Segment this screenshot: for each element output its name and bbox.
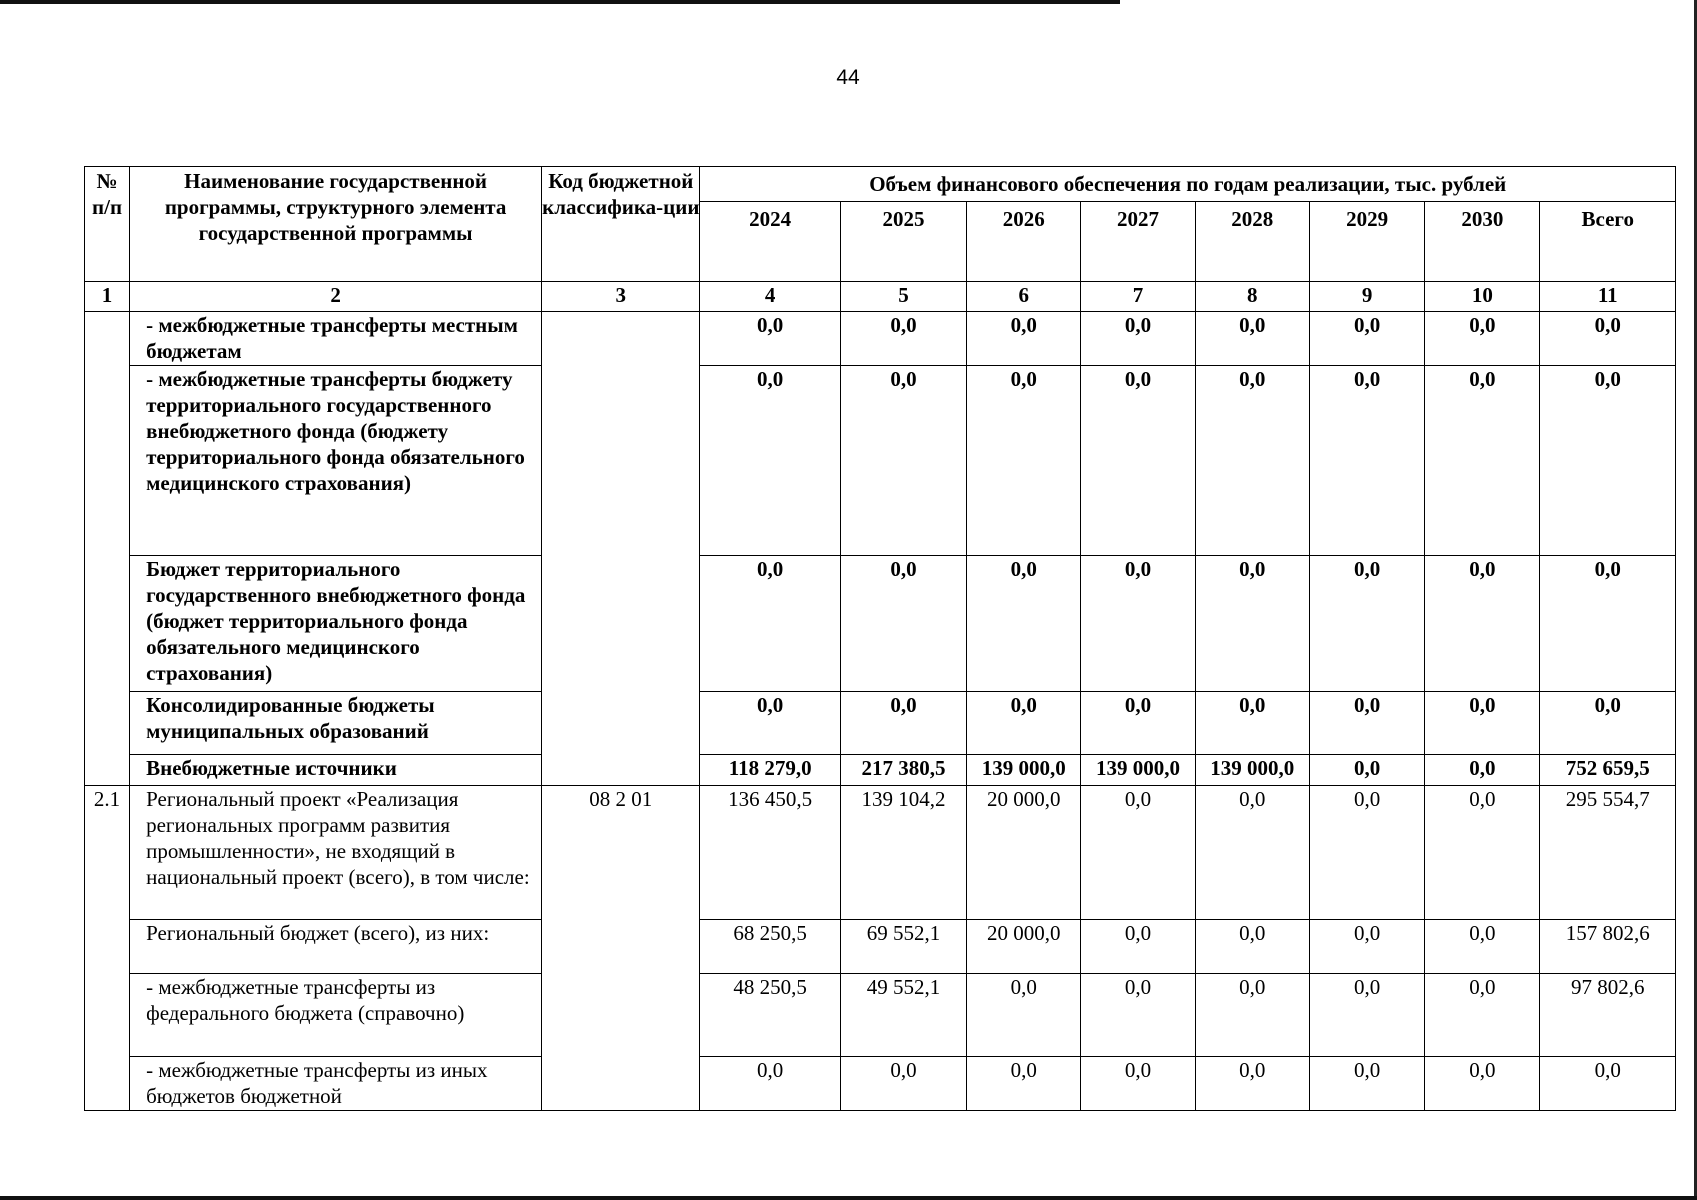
- header-year-2024: 2024: [700, 202, 840, 282]
- col-index: 6: [967, 282, 1081, 312]
- value-cell: 0,0: [1081, 312, 1195, 366]
- value-cell: 157 802,6: [1540, 920, 1676, 974]
- col-index: 2: [130, 282, 542, 312]
- value-cell: 217 380,5: [840, 755, 966, 786]
- column-index-row: [85, 282, 1676, 312]
- value-cell: 0,0: [1425, 786, 1540, 920]
- table-row: [85, 755, 1676, 786]
- value-cell: 0,0: [700, 366, 840, 556]
- table-header: [85, 167, 1676, 312]
- value-cell: 0,0: [1425, 755, 1540, 786]
- row-code: 08 2 01: [542, 786, 700, 1111]
- table-row: [85, 786, 1676, 920]
- row-num: 2.1: [85, 786, 130, 1111]
- value-cell: 0,0: [1195, 692, 1309, 755]
- value-cell: 0,0: [1309, 366, 1424, 556]
- col-index: 10: [1425, 282, 1540, 312]
- row-name: Консолидированные бюджеты муниципальных образований: [130, 692, 542, 755]
- row-code: [542, 312, 700, 786]
- col-index: 5: [840, 282, 966, 312]
- scan-edge-bottom: [0, 1196, 1697, 1200]
- financing-table: [84, 166, 1676, 1111]
- value-cell: 0,0: [1425, 920, 1540, 974]
- header-year-2029: 2029: [1309, 202, 1424, 282]
- row-name: Региональный бюджет (всего), из них:: [130, 920, 542, 974]
- table-row: [85, 920, 1676, 974]
- row-name: Региональный проект «Реализация региональных программ развития промышленности», не входящий в национальный проект (всего), в том числе:: [130, 786, 542, 920]
- value-cell: 0,0: [1081, 786, 1195, 920]
- value-cell: 0,0: [1195, 920, 1309, 974]
- header-code: Код бюджетной классифика-ции: [542, 167, 700, 282]
- value-cell: 0,0: [700, 1057, 840, 1111]
- value-cell: 139 000,0: [967, 755, 1081, 786]
- value-cell: 0,0: [1081, 1057, 1195, 1111]
- table-row: [85, 692, 1676, 755]
- value-cell: 0,0: [1081, 692, 1195, 755]
- value-cell: 0,0: [700, 556, 840, 692]
- row-name: Внебюджетные источники: [130, 755, 542, 786]
- value-cell: 0,0: [1540, 366, 1676, 556]
- value-cell: 0,0: [1425, 974, 1540, 1057]
- value-cell: 0,0: [1540, 312, 1676, 366]
- value-cell: 20 000,0: [967, 786, 1081, 920]
- value-cell: 0,0: [1081, 366, 1195, 556]
- value-cell: 0,0: [1309, 786, 1424, 920]
- value-cell: 0,0: [1081, 920, 1195, 974]
- value-cell: 0,0: [840, 366, 966, 556]
- value-cell: 139 000,0: [1195, 755, 1309, 786]
- value-cell: 0,0: [1309, 1057, 1424, 1111]
- col-index: 7: [1081, 282, 1195, 312]
- value-cell: 0,0: [1425, 312, 1540, 366]
- value-cell: 295 554,7: [1540, 786, 1676, 920]
- value-cell: 139 000,0: [1081, 755, 1195, 786]
- col-index: 9: [1309, 282, 1424, 312]
- value-cell: 752 659,5: [1540, 755, 1676, 786]
- header-year-2025: 2025: [840, 202, 966, 282]
- header-year-2026: 2026: [967, 202, 1081, 282]
- value-cell: 0,0: [967, 1057, 1081, 1111]
- col-index: 3: [542, 282, 700, 312]
- value-cell: 20 000,0: [967, 920, 1081, 974]
- value-cell: 0,0: [700, 312, 840, 366]
- col-index: 11: [1540, 282, 1676, 312]
- value-cell: 0,0: [1309, 556, 1424, 692]
- col-index: 4: [700, 282, 840, 312]
- row-name: - межбюджетные трансферты из федерального бюджета (справочно): [130, 974, 542, 1057]
- value-cell: 0,0: [1081, 974, 1195, 1057]
- value-cell: 0,0: [840, 312, 966, 366]
- header-total: Всего: [1540, 202, 1676, 282]
- table-row: [85, 312, 1676, 366]
- value-cell: 0,0: [840, 556, 966, 692]
- value-cell: 0,0: [1195, 366, 1309, 556]
- col-index: 8: [1195, 282, 1309, 312]
- value-cell: 0,0: [1309, 755, 1424, 786]
- value-cell: 68 250,5: [700, 920, 840, 974]
- value-cell: 0,0: [967, 366, 1081, 556]
- header-year-2027: 2027: [1081, 202, 1195, 282]
- page-number: 44: [836, 66, 860, 89]
- value-cell: 0,0: [967, 556, 1081, 692]
- value-cell: 0,0: [967, 974, 1081, 1057]
- value-cell: 0,0: [1081, 556, 1195, 692]
- value-cell: 49 552,1: [840, 974, 966, 1057]
- value-cell: 0,0: [1195, 312, 1309, 366]
- table-row: [85, 974, 1676, 1057]
- row-name: - межбюджетные трансферты бюджету территориального государственного внебюджетного фонда (бюджету территориального фонда обязательного медицинского страхования): [130, 366, 542, 556]
- value-cell: 69 552,1: [840, 920, 966, 974]
- value-cell: 0,0: [700, 692, 840, 755]
- header-name: Наименование государственной программы, структурного элемента государственной программы: [130, 167, 542, 282]
- value-cell: 0,0: [1425, 556, 1540, 692]
- row-name: - межбюджетные трансферты из иных бюджетов бюджетной: [130, 1057, 542, 1111]
- value-cell: 136 450,5: [700, 786, 840, 920]
- value-cell: 0,0: [1540, 692, 1676, 755]
- value-cell: 0,0: [1425, 1057, 1540, 1111]
- value-cell: 0,0: [967, 312, 1081, 366]
- table-row: [85, 366, 1676, 556]
- scan-edge-top: [0, 0, 1120, 4]
- col-index: 1: [85, 282, 130, 312]
- header-year-2028: 2028: [1195, 202, 1309, 282]
- value-cell: 0,0: [967, 692, 1081, 755]
- value-cell: 0,0: [1309, 312, 1424, 366]
- table-row: [85, 1057, 1676, 1111]
- value-cell: 0,0: [1309, 920, 1424, 974]
- value-cell: 0,0: [1195, 974, 1309, 1057]
- value-cell: 0,0: [1425, 366, 1540, 556]
- value-cell: 48 250,5: [700, 974, 840, 1057]
- row-name: Бюджет территориального государственного внебюджетного фонда (бюджет территориального фонда обязательного медицинского страхования): [130, 556, 542, 692]
- table-row: [85, 556, 1676, 692]
- value-cell: 97 802,6: [1540, 974, 1676, 1057]
- value-cell: 0,0: [1195, 786, 1309, 920]
- value-cell: 139 104,2: [840, 786, 966, 920]
- value-cell: 0,0: [1540, 556, 1676, 692]
- header-volume: Объем финансового обеспечения по годам реализации, тыс. рублей: [700, 167, 1676, 202]
- value-cell: 0,0: [840, 1057, 966, 1111]
- value-cell: 0,0: [1309, 692, 1424, 755]
- value-cell: 118 279,0: [700, 755, 840, 786]
- row-num: [85, 312, 130, 786]
- value-cell: 0,0: [1195, 556, 1309, 692]
- header-num: № п/п: [85, 167, 130, 282]
- value-cell: 0,0: [1425, 692, 1540, 755]
- row-name: - межбюджетные трансферты местным бюджетам: [130, 312, 542, 366]
- value-cell: 0,0: [1195, 1057, 1309, 1111]
- header-year-2030: 2030: [1425, 202, 1540, 282]
- value-cell: 0,0: [840, 692, 966, 755]
- value-cell: 0,0: [1309, 974, 1424, 1057]
- value-cell: 0,0: [1540, 1057, 1676, 1111]
